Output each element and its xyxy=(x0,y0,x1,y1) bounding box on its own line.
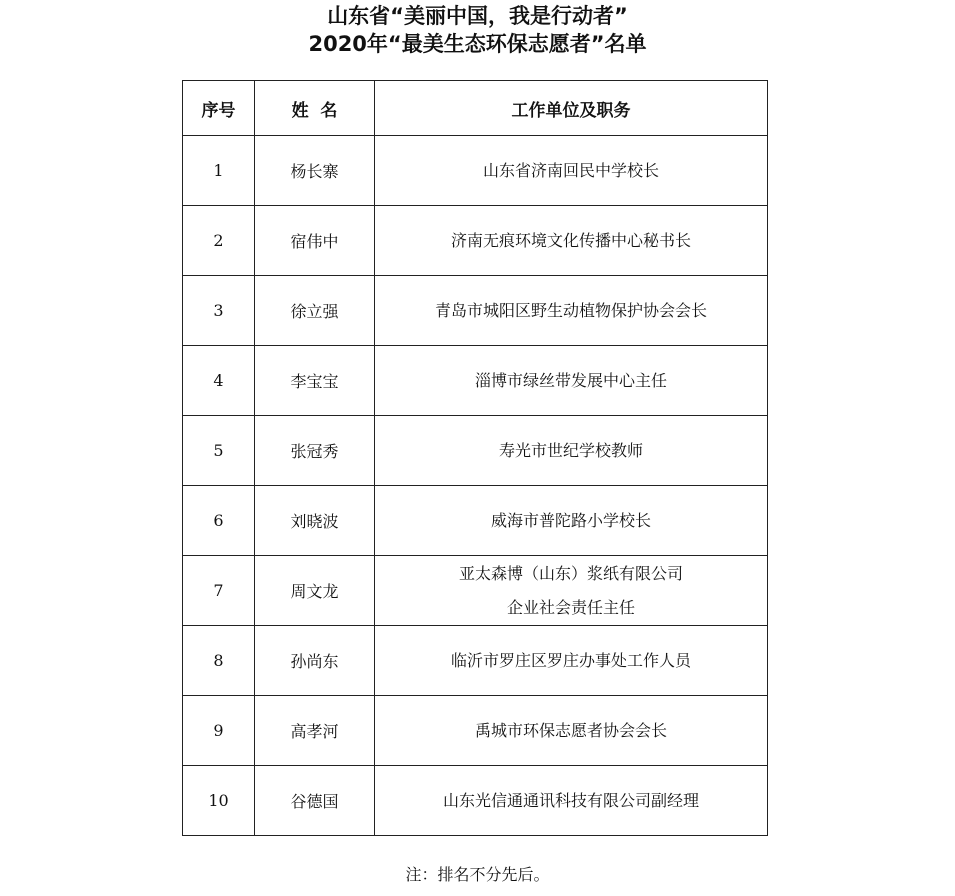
page-title-line-1: 山东省“美丽中国，我是行动者” xyxy=(327,4,628,28)
row-name: 杨长寨 xyxy=(255,136,375,206)
header-unit: 工作单位及职务 xyxy=(375,81,768,136)
row-unit xyxy=(375,346,768,416)
row-index: 3 xyxy=(183,276,255,346)
table-row xyxy=(183,276,768,346)
footnote: 注：排名不分先后。 xyxy=(405,865,550,884)
table-row xyxy=(183,416,768,486)
row-index: 8 xyxy=(183,626,255,696)
row-unit-line: 青岛市城阳区野生动植物保护协会会长 xyxy=(434,300,707,320)
row-name: 徐立强 xyxy=(255,276,375,346)
table-row xyxy=(183,136,768,206)
row-unit-line: 淄博市绿丝带发展中心主任 xyxy=(474,370,667,390)
row-unit-line: 亚太森博（山东）浆纸有限公司 xyxy=(458,563,683,583)
row-name: 宿伟中 xyxy=(255,206,375,276)
row-index: 7 xyxy=(183,556,255,626)
row-name: 李宝宝 xyxy=(255,346,375,416)
row-index: 5 xyxy=(183,416,255,486)
row-name: 高孝河 xyxy=(255,696,375,766)
row-index: 2 xyxy=(183,206,255,276)
row-name: 孙尚东 xyxy=(255,626,375,696)
row-name: 谷德国 xyxy=(255,766,375,836)
table-row xyxy=(183,766,768,836)
row-unit xyxy=(375,556,768,626)
row-unit-line: 山东光信通通讯科技有限公司副经理 xyxy=(442,790,699,810)
table-row xyxy=(183,486,768,556)
row-unit xyxy=(375,136,768,206)
row-index: 6 xyxy=(183,486,255,556)
header-name: 姓 名 xyxy=(255,81,375,136)
volunteer-table xyxy=(182,80,768,836)
table-row xyxy=(183,206,768,276)
row-unit xyxy=(375,696,768,766)
header-index: 序号 xyxy=(183,81,255,136)
row-unit-line: 山东省济南回民中学校长 xyxy=(482,160,659,180)
row-unit-line: 威海市普陀路小学校长 xyxy=(490,510,651,530)
row-unit xyxy=(375,486,768,556)
row-index: 10 xyxy=(183,766,255,836)
row-unit-line: 临沂市罗庄区罗庄办事处工作人员 xyxy=(450,650,691,670)
row-unit xyxy=(375,626,768,696)
row-unit xyxy=(375,206,768,276)
row-name: 刘晓波 xyxy=(255,486,375,556)
row-unit xyxy=(375,766,768,836)
row-index: 1 xyxy=(183,136,255,206)
table-row xyxy=(183,346,768,416)
row-index: 9 xyxy=(183,696,255,766)
row-unit xyxy=(375,416,768,486)
row-unit-line: 济南无痕环境文化传播中心秘书长 xyxy=(450,230,691,250)
row-unit xyxy=(375,276,768,346)
table-row xyxy=(183,556,768,626)
row-unit-line: 企业社会责任主任 xyxy=(506,597,635,617)
table-row xyxy=(183,696,768,766)
table-row xyxy=(183,626,768,696)
row-name: 张冠秀 xyxy=(255,416,375,486)
row-unit-line: 禹城市环保志愿者协会会长 xyxy=(474,720,667,740)
row-index: 4 xyxy=(183,346,255,416)
row-unit-line: 寿光市世纪学校教师 xyxy=(498,440,643,460)
row-name: 周文龙 xyxy=(255,556,375,626)
table-header-row xyxy=(183,81,768,136)
page-title-line-2: 2020年“最美生态环保志愿者”名单 xyxy=(308,32,647,56)
table-body xyxy=(183,136,768,836)
